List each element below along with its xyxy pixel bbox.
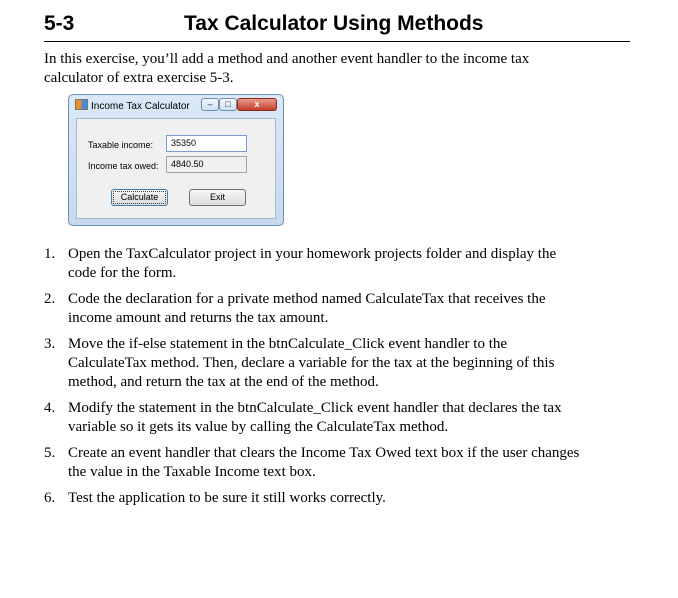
close-button[interactable] [237, 98, 277, 111]
exercise-number: 5-3 [44, 12, 75, 35]
step-text: Create an event handler that clears the Income Tax Owed text box if the user changes the value in the Taxable Income text box. [68, 445, 580, 480]
intro-paragraph: In this exercise, you’ll add a method and another event handler to the income tax calculator of extra exercise 5-3. [44, 51, 530, 86]
step-number: 3. [44, 336, 56, 352]
maximize-button[interactable] [219, 98, 237, 111]
step-text: Modify the statement in the btnCalculate_Click event handler that declares the tax variable so it gets its value by calling the CalculateTax method. [68, 400, 562, 435]
list-item [44, 444, 584, 482]
app-icon [75, 99, 88, 110]
maximize-icon: □ [225, 99, 231, 109]
exit-button[interactable]: Exit [189, 189, 246, 206]
step-number: 4. [44, 400, 56, 416]
close-icon: x [254, 99, 260, 109]
step-number: 1. [44, 246, 56, 262]
calculate-button[interactable]: Calculate [111, 189, 168, 206]
step-number: 2. [44, 291, 56, 307]
step-number: 6. [44, 490, 56, 506]
step-text: Move the if-else statement in the btnCalculate_Click event handler to the CalculateTax method. Then, declare a variable for the tax at the beginning of this method, and return the tax at the end of the method. [68, 336, 555, 390]
list-item [44, 399, 584, 437]
step-text: Open the TaxCalculator project in your homework projects folder and display the code for the form. [68, 246, 557, 281]
income-tax-owed-label: Income tax owed: [88, 161, 159, 171]
step-text: Test the application to be sure it still works correctly. [68, 490, 386, 506]
list-item [44, 245, 584, 283]
steps-list [44, 245, 584, 515]
list-item [44, 489, 584, 508]
step-number: 5. [44, 445, 56, 461]
minimize-button[interactable] [201, 98, 219, 111]
list-item [44, 290, 584, 328]
tax-calculator-window [68, 94, 284, 226]
window-title-bar [75, 99, 190, 115]
step-text: Code the declaration for a private method named CalculateTax that receives the income amount and returns the tax amount. [68, 291, 546, 326]
minimize-icon: – [207, 99, 213, 109]
exercise-title: Tax Calculator Using Methods [184, 12, 484, 35]
form-client-area [76, 118, 276, 219]
taxable-income-input[interactable]: 35350 [166, 135, 247, 152]
exercise-header [44, 12, 630, 42]
taxable-income-label: Taxable income: [88, 140, 154, 150]
list-item [44, 335, 584, 392]
window-title: Income Tax Calculator [91, 101, 190, 112]
income-tax-owed-field: 4840.50 [166, 156, 247, 173]
